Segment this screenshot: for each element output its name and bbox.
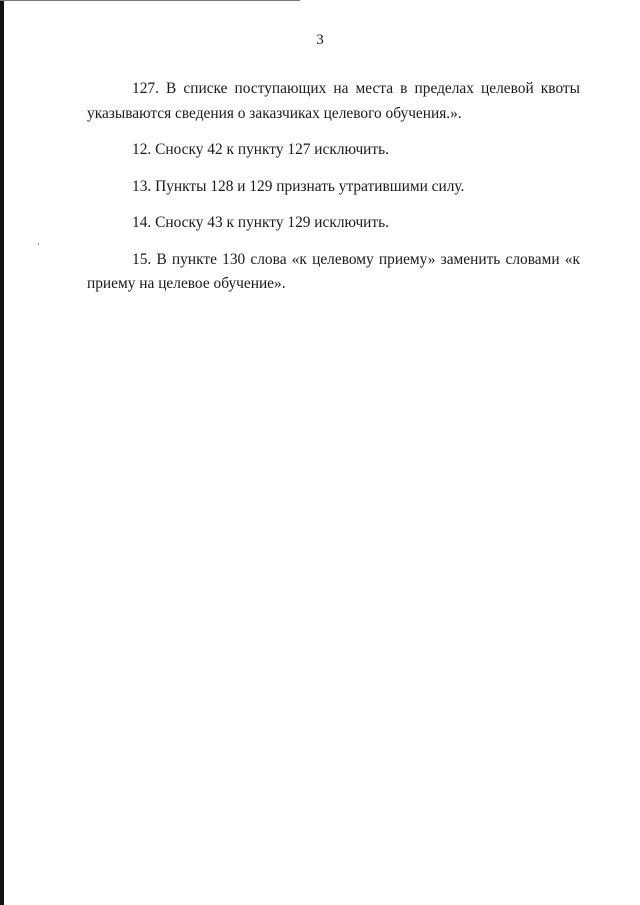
paragraph-item-12: 12. Сноску 42 к пункту 127 исключить.: [132, 141, 390, 158]
paragraph-127: 127. В списке поступающих на места в пределах целевой квоты указываются сведения о заказчиках целевого обучения.».: [87, 80, 580, 122]
paragraph-item-14: 14. Сноску 43 к пункту 129 исключить.: [132, 214, 390, 231]
paragraph-item-15: 15. В пункте 130 слова «к целевому приему» заменить словами «к приему на целевое обучение».: [87, 250, 580, 292]
document-body: [87, 77, 580, 297]
scan-speck: [38, 243, 39, 245]
paragraph-item-13: 13. Пункты 128 и 129 признать утратившими силу.: [132, 177, 465, 195]
scan-left-edge: [0, 0, 4, 905]
page-number: 3: [316, 32, 324, 48]
scan-top-edge: [0, 0, 300, 1]
